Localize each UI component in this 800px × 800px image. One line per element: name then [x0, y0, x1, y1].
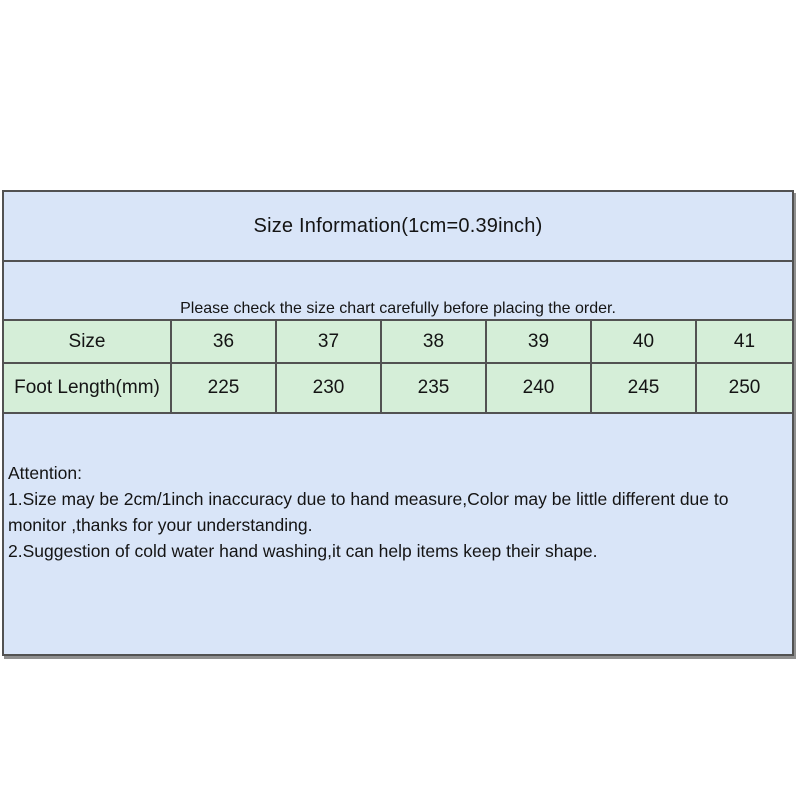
foot-length-row [3, 363, 793, 413]
attention-note-1: 1.Size may be 2cm/1inch inaccuracy due to hand measure,Color may be little different due to monitor ,thanks for your understanding. [8, 489, 729, 535]
attention-block [8, 460, 788, 564]
chart-title: Size Information(1cm=0.39inch) [3, 191, 793, 261]
size-value-cell: 40 [591, 320, 696, 363]
attention-cell [3, 413, 793, 655]
size-value-cell: 37 [276, 320, 381, 363]
foot-value-cell: 225 [171, 363, 276, 413]
foot-value-cell: 245 [591, 363, 696, 413]
chart-notice: Please check the size chart carefully before placing the order. [3, 261, 793, 320]
size-value-cell: 38 [381, 320, 486, 363]
size-value-cell: 36 [171, 320, 276, 363]
attention-heading: Attention: [8, 463, 82, 483]
size-value-cell: 41 [696, 320, 793, 363]
size-row-label: Size [3, 320, 171, 363]
size-header-row [3, 320, 793, 363]
size-value-cell: 39 [486, 320, 591, 363]
title-row [3, 191, 793, 261]
foot-value-cell: 235 [381, 363, 486, 413]
foot-value-cell: 230 [276, 363, 381, 413]
size-chart-table [2, 190, 794, 656]
attention-row [3, 413, 793, 655]
foot-value-cell: 250 [696, 363, 793, 413]
foot-value-cell: 240 [486, 363, 591, 413]
attention-note-2: 2.Suggestion of cold water hand washing,it can help items keep their shape. [8, 541, 598, 561]
notice-row [3, 261, 793, 320]
foot-row-label: Foot Length(mm) [3, 363, 171, 413]
